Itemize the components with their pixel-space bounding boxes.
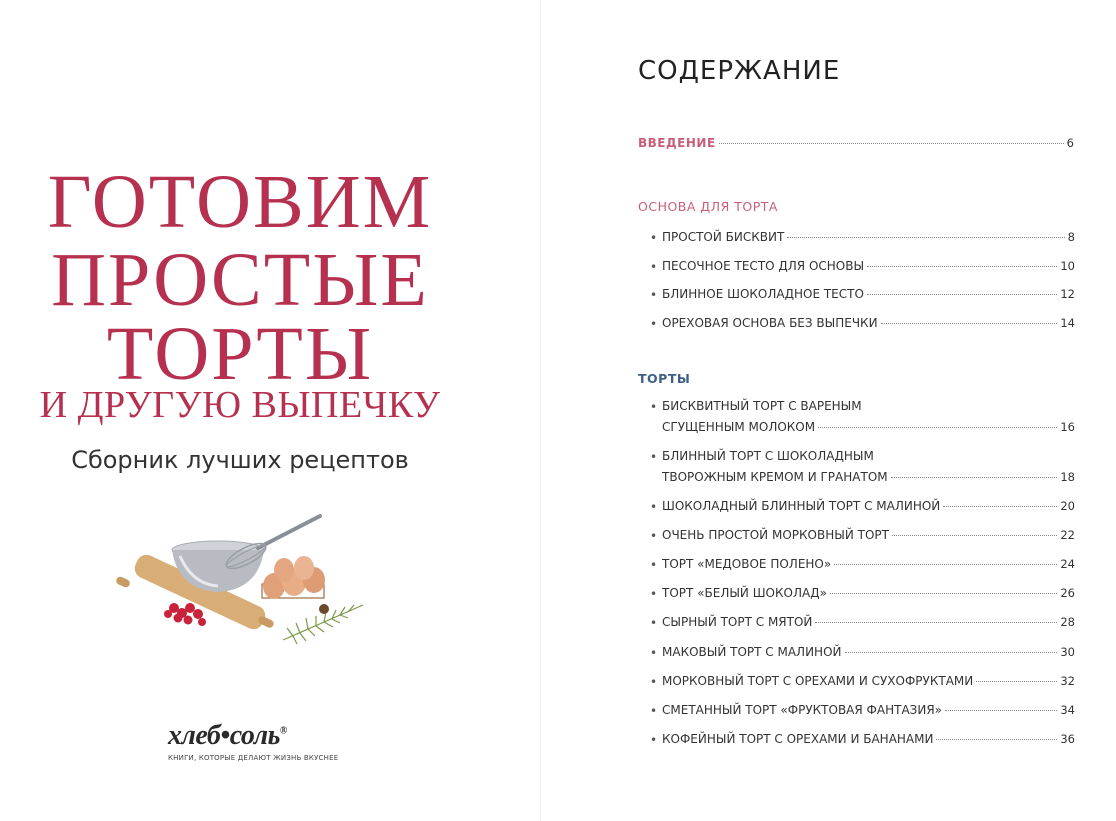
leader-dots	[845, 652, 1058, 653]
toc-entry-intro[interactable]	[638, 136, 1074, 150]
bullet: •	[650, 675, 658, 689]
registered-mark: ®	[279, 725, 287, 737]
toc-entry[interactable]	[662, 645, 1075, 659]
leader-dots	[787, 237, 1064, 238]
pinecone-icon	[319, 604, 329, 614]
toc-page-number: 10	[1060, 259, 1075, 273]
toc-page-number: 22	[1060, 528, 1075, 542]
toc-page-number: 30	[1060, 645, 1075, 659]
publisher-tagline: КНИГИ, КОТОРЫЕ ДЕЛАЮТ ЖИЗНЬ ВКУСНЕЕ	[168, 754, 339, 762]
toc-section-title: ТОРТЫ	[638, 371, 691, 386]
leader-dots	[945, 710, 1057, 711]
toc-entry[interactable]	[662, 259, 1075, 273]
toc-entry[interactable]	[662, 557, 1075, 571]
toc-entry[interactable]	[662, 732, 1075, 746]
toc-entry-label: МОРКОВНЫЙ ТОРТ С ОРЕХАМИ И СУХОФРУКТАМИ	[662, 674, 974, 688]
leader-dots	[867, 266, 1057, 267]
toc-entry-label: МАКОВЫЙ ТОРТ С МАЛИНОЙ	[662, 645, 842, 659]
toc-entry[interactable]	[662, 499, 1075, 513]
publisher-logo-text: хлеб•соль	[168, 720, 280, 751]
leader-dots	[892, 535, 1057, 536]
toc-entry[interactable]	[662, 230, 1075, 244]
baking-illustration	[108, 510, 378, 650]
berries-icon	[164, 603, 206, 626]
bullet: •	[650, 500, 658, 514]
toc-entry[interactable]	[662, 615, 1075, 629]
cover-title-line-3: ТОРТЫ	[106, 312, 374, 396]
toc-page-number: 28	[1060, 615, 1075, 629]
toc-entry-label: ОРЕХОВАЯ ОСНОВА БЕЗ ВЫПЕЧКИ	[662, 316, 878, 330]
bullet: •	[650, 231, 658, 245]
leader-dots	[815, 622, 1057, 623]
bullet: •	[650, 400, 658, 414]
toc-entry-label: БЛИННОЕ ШОКОЛАДНОЕ ТЕСТО	[662, 287, 864, 301]
toc-entry[interactable]	[662, 703, 1075, 717]
toc-page	[540, 0, 1116, 821]
toc-page-number: 36	[1060, 732, 1075, 746]
toc-entry-label: ОЧЕНЬ ПРОСТОЙ МОРКОВНЫЙ ТОРТ	[662, 528, 889, 542]
leader-dots	[867, 294, 1057, 295]
bullet: •	[650, 317, 658, 331]
toc-entry-label-line1: БИСКВИТНЫЙ ТОРТ С ВАРЕНЫМ	[662, 399, 862, 413]
toc-section-title: ОСНОВА ДЛЯ ТОРТА	[638, 199, 778, 214]
toc-entry-label: ТВОРОЖНЫМ КРЕМОМ И ГРАНАТОМ	[662, 470, 888, 484]
toc-entry-label: СЫРНЫЙ ТОРТ С МЯТОЙ	[662, 615, 813, 629]
toc-entry[interactable]	[662, 674, 1075, 688]
bullet: •	[650, 288, 658, 302]
bullet: •	[650, 733, 658, 747]
toc-entry-label: КОФЕЙНЫЙ ТОРТ С ОРЕХАМИ И БАНАНАМИ	[662, 732, 934, 746]
bullet: •	[650, 260, 658, 274]
toc-page-number: 24	[1060, 557, 1075, 571]
cover-title-line-2: ПРОСТЫЕ	[51, 238, 429, 322]
toc-entry[interactable]	[662, 420, 1075, 434]
toc-entry-label: СМЕТАННЫЙ ТОРТ «ФРУКТОВАЯ ФАНТАЗИЯ»	[662, 703, 942, 717]
toc-page-number: 26	[1060, 586, 1075, 600]
toc-entry-label: ПРОСТОЙ БИСКВИТ	[662, 230, 785, 244]
cover-subtitle: Сборник лучших рецептов	[71, 446, 409, 474]
leader-dots	[936, 739, 1057, 740]
publisher-logo	[168, 720, 339, 762]
leader-dots	[891, 477, 1058, 478]
toc-page-number: 18	[1060, 470, 1075, 484]
toc-entry-label: СГУЩЕННЫМ МОЛОКОМ	[662, 420, 816, 434]
toc-heading: СОДЕРЖАНИЕ	[638, 56, 841, 86]
toc-page-number: 20	[1060, 499, 1075, 513]
toc-page-number: 32	[1060, 674, 1075, 688]
toc-page-number: 34	[1060, 703, 1075, 717]
bullet: •	[650, 529, 658, 543]
toc-entry[interactable]	[662, 316, 1075, 330]
leader-dots	[943, 506, 1057, 507]
toc-entry-label: ШОКОЛАДНЫЙ БЛИННЫЙ ТОРТ С МАЛИНОЙ	[662, 499, 941, 513]
toc-page-number: 8	[1067, 230, 1075, 244]
bullet: •	[650, 558, 658, 572]
leader-dots	[834, 564, 1057, 565]
toc-entry-label-line1: БЛИННЫЙ ТОРТ С ШОКОЛАДНЫМ	[662, 449, 874, 463]
leader-dots	[830, 593, 1057, 594]
pine-branch-icon	[283, 604, 363, 644]
eggs-icon	[262, 556, 325, 599]
leader-dots	[719, 143, 1064, 144]
toc-page-number: 16	[1060, 420, 1075, 434]
bullet: •	[650, 450, 658, 464]
toc-entry-label: ТОРТ «МЕДОВОЕ ПОЛЕНО»	[662, 557, 832, 571]
toc-page-number: 6	[1066, 136, 1074, 150]
bullet: •	[650, 646, 658, 660]
toc-entry[interactable]	[662, 470, 1075, 484]
toc-entry-label: ПЕСОЧНОЕ ТЕСТО ДЛЯ ОСНОВЫ	[662, 259, 865, 273]
cover-title-line-1: ГОТОВИМ	[47, 160, 433, 244]
bullet: •	[650, 616, 658, 630]
leader-dots	[818, 427, 1057, 428]
toc-page-number: 14	[1060, 316, 1075, 330]
leader-dots	[881, 323, 1058, 324]
bullet: •	[650, 587, 658, 601]
toc-entry[interactable]	[662, 528, 1075, 542]
cover-page	[0, 0, 540, 821]
toc-entry-label: ВВЕДЕНИЕ	[638, 136, 716, 150]
toc-entry[interactable]	[662, 586, 1075, 600]
cover-title-line-4: И ДРУГУЮ ВЫПЕЧКУ	[39, 384, 441, 426]
toc-entry-label: ТОРТ «БЕЛЫЙ ШОКОЛАД»	[662, 586, 827, 600]
toc-entry[interactable]	[662, 287, 1075, 301]
toc-page-number: 12	[1060, 287, 1075, 301]
leader-dots	[976, 681, 1057, 682]
bullet: •	[650, 704, 658, 718]
